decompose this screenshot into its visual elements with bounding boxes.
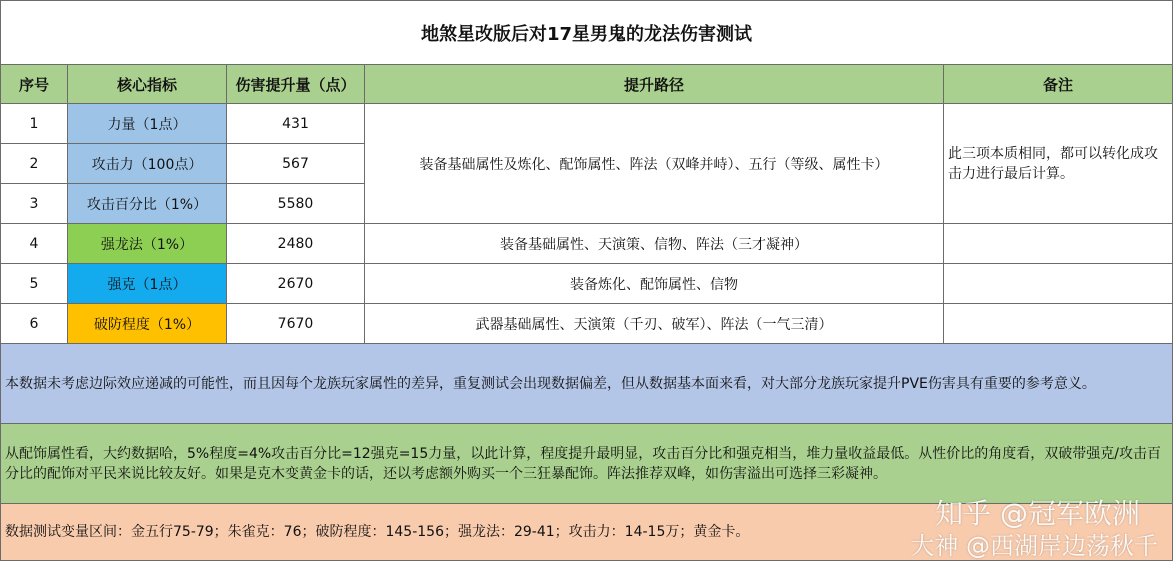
row-metric[interactable]: 强龙法（1%）: [68, 224, 227, 264]
row-path-merged[interactable]: 装备基础属性及炼化、配饰属性、阵法（双峰并峙）、五行（等级、属性卡）: [365, 104, 944, 224]
row-value[interactable]: 2480: [227, 224, 365, 264]
header-no[interactable]: 序号: [1, 65, 68, 104]
header-row: [1, 65, 1173, 104]
header-metric[interactable]: 核心指标: [68, 65, 227, 104]
row-value[interactable]: 5580: [227, 184, 365, 224]
row-path[interactable]: 武器基础属性、天演策（千刃、破军）、阵法（一气三清）: [365, 304, 944, 344]
header-note[interactable]: 备注: [944, 65, 1173, 104]
row-no[interactable]: 4: [1, 224, 68, 264]
row-value[interactable]: 7670: [227, 304, 365, 344]
row-no[interactable]: 1: [1, 104, 68, 144]
row-note-merged[interactable]: 此三项本质相同，都可以转化成攻击力进行最后计算。: [944, 104, 1173, 224]
row-no[interactable]: 2: [1, 144, 68, 184]
row-metric[interactable]: 破防程度（1%）: [68, 304, 227, 344]
watermark-dashen: 大神 @西湖岸边荡秋千: [910, 532, 1158, 560]
row-metric[interactable]: 攻击百分比（1%）: [68, 184, 227, 224]
table-title[interactable]: 地煞星改版后对17星男鬼的龙法伤害测试: [1, 1, 1173, 65]
note-accessory-analysis[interactable]: 从配饰属性看，大约数据哈，5%程度=4%攻击百分比=12强克=15力量，以此计算，程度提升最明显，攻击百分比和强克相当，堆力量收益最低。从性价比的角度看，双破带强克/攻击百分比的配饰对平民来说比较友好。如果是克木变黄金卡的话，还以考虑额外购买一个三狂暴配饰。阵法推荐双峰，如伤害溢出可选择三彩凝神。: [1, 424, 1173, 504]
note-test-variables[interactable]: 数据测试变量区间：金五行75-79；朱雀克：76；破防程度：145-156；强龙法：29-41；攻击力：14-15万；黄金卡。: [1, 504, 1173, 561]
row-metric[interactable]: 强克（1点）: [68, 264, 227, 304]
header-value[interactable]: 伤害提升量（点）: [227, 65, 365, 104]
note-disclaimer[interactable]: 本数据未考虑边际效应递减的可能性，而且因每个龙族玩家属性的差异，重复测试会出现数据偏差，但从数据基本面来看，对大部分龙族玩家提升PVE伤害具有重要的参考意义。: [1, 344, 1173, 424]
row-note[interactable]: [944, 224, 1173, 264]
row-path[interactable]: 装备基础属性、天演策、信物、阵法（三才凝神）: [365, 224, 944, 264]
row-no[interactable]: 6: [1, 304, 68, 344]
row-note[interactable]: [944, 264, 1173, 304]
header-path[interactable]: 提升路径: [365, 65, 944, 104]
table-row: [1, 304, 1173, 344]
row-value[interactable]: 431: [227, 104, 365, 144]
row-metric[interactable]: 力量（1点）: [68, 104, 227, 144]
row-note[interactable]: [944, 304, 1173, 344]
row-no[interactable]: 3: [1, 184, 68, 224]
row-metric[interactable]: 攻击力（100点）: [68, 144, 227, 184]
row-value[interactable]: 567: [227, 144, 365, 184]
watermark-zhihu: 知乎 @冠军欧洲: [935, 497, 1140, 530]
row-path[interactable]: 装备炼化、配饰属性、信物: [365, 264, 944, 304]
table-row: [1, 224, 1173, 264]
table-row: [1, 264, 1173, 304]
table-row: [1, 104, 1173, 144]
row-value[interactable]: 2670: [227, 264, 365, 304]
row-no[interactable]: 5: [1, 264, 68, 304]
